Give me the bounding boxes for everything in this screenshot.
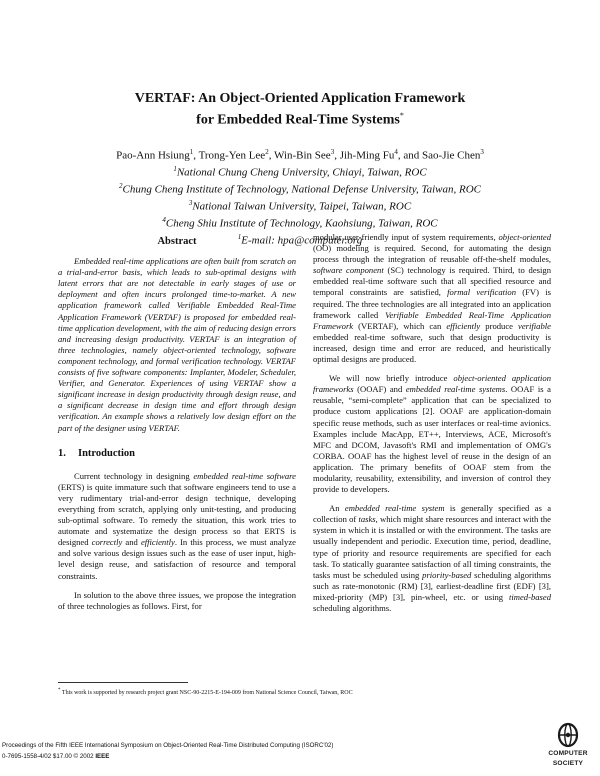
emphasis-run: embedded real-time systems (405, 384, 506, 395)
right-paragraph-2 (313, 373, 551, 495)
author-5-sup: 3 (480, 148, 484, 156)
author-names: Pao-Ann Hsiung$^1$, Trong-Yen Lee$^2$, Win-Bin See$^3$, Jih-Ming Fu$^4$, and Sao-Jie Chen$^3$ (116, 148, 484, 162)
emphasis-run: priority-based (422, 569, 472, 580)
affiliation-2-text: Chung Cheng Institute of Technology, National Defense University, Taiwan, ROC (122, 183, 481, 196)
author-3: Win-Bin See (274, 149, 331, 162)
author-4-sup: 4 (394, 148, 398, 156)
author-1: Pao-Ann Hsiung (116, 149, 190, 162)
proceedings-isbn: 0-7695-1558-4/02 $17.00 © 2002 (2, 753, 96, 760)
emphasis-run: correctly (91, 537, 123, 548)
title-line-2 (0, 107, 600, 129)
affiliation-1-sup: 1 (173, 165, 177, 174)
left-column (58, 233, 296, 612)
emphasis-run: object-oriented (498, 232, 551, 242)
emphasis-run: Verifiable Embedded Real-Time Application Framework (313, 309, 551, 331)
emphasis-run: object-oriented application frameworks (313, 373, 551, 395)
intro-paragraph-2: In solution to the above three issues, we propose the integration of three technologies as follows. First, for (58, 589, 296, 611)
section-heading-introduction (58, 448, 296, 459)
text-run: . In this process, we must analyze and solve various design issues such as the ease of user input, high-level design reuse, and satisfaction of resource and temporal constraints. (58, 537, 296, 581)
text-run: (FV) is required. The three technologies are all integrated into an application framework called (313, 287, 551, 320)
emphasis-run: efficiently (446, 320, 481, 331)
emphasis-run: timed-based (508, 591, 551, 602)
right-column (313, 232, 551, 614)
text-run: We will now briefly introduce (329, 373, 454, 384)
author-1-sup: 1 (189, 148, 194, 156)
emphasis-run: tasks (358, 514, 376, 525)
text-run: (VERTAF), which can (353, 320, 447, 331)
affiliation-3-sup: 3 (188, 199, 193, 208)
affiliation-4-sup: 4 (162, 216, 166, 225)
text-run: and (122, 537, 141, 548)
text-run: (OOAF) and (353, 384, 406, 395)
text-run: scheduling algorithms. (313, 603, 392, 613)
affiliation-4-text: Cheng Shiu Institute of Technology, Kaohsiung, Taiwan, ROC (165, 217, 438, 230)
footnote-mark: * (58, 688, 61, 693)
section-number: 1. (58, 447, 66, 459)
emphasis-run: embedded real-time software (193, 470, 296, 481)
abstract-text: Embedded real-time applications are often built from scratch on a trial-and-error basis, which leads to sub-optimal designs with latent errors that are not detectable in early stages of use or deployment and often incurs prolonged time-to-market. A new application framework called Verifiable Embedded Real-Time Application Framework (VERTAF) is proposed for embedded real-time application development, with the aim of reducing design errors and increasing design productivity. VERTAF is an integration of three technologies, namely object-oriented technology, software component technology, and formal verification technology. VERTAF consists of five software components: Implanter, Modeler, Scheduler, Verifier, and Generator. Experiences of using VERTAF show a significant increase in design productivity through design reuse, and a significant decrease in design time and effort through design verification. An example shows a relatively low design effort on the part of the designer using VERTAF. (58, 256, 296, 433)
logo-word-computer: COMPUTER (548, 750, 588, 757)
computer-society-emblem-icon (538, 720, 598, 750)
affiliation-2-sup: 2 (118, 182, 123, 191)
text-run: is generally specified as a collection of (313, 503, 552, 525)
proceedings-line-1: Proceedings of the Fifth IEEE International Symposium on Object-Oriented Real-Time Distributed Computing (ISORC'02) (2, 742, 334, 749)
proceedings-info (2, 740, 482, 762)
affiliation-3-text: National Taiwan University, Taipei, Taiwan, ROC (192, 200, 412, 213)
emphasis-run: formal verification (447, 287, 516, 298)
paragraph-spacer (58, 582, 296, 590)
author-2-sup: 2 (265, 148, 269, 156)
emphasis-run: software component (313, 265, 384, 276)
emphasis-run: verifiable (518, 320, 551, 331)
paper-title (0, 90, 600, 129)
text-run: scheduling algorithms such as rate-monotonic (RM) [3], earliest-deadline first (EDF) [3], mixed-priority (MP) [3], pin-wheel, etc. or using (313, 569, 551, 602)
text-run: . OOAF is a reusable, “semi-complete” application that can be specialized to produce custom applications [2]. OOAF are application-domain specific reuse methods, such as user interfaces or real-time avionics. Examples include MacApp, ET++, Interviews, ACE, Microsoft's MFC and DCOM, Javasoft's RMI and implementation of OMG's CORBA. OOAF has the highest level of reuse in the design of an application. The primary benefits of OOAF stem from the modularity, reusability, extensibility, and inversion of control they provide to developers. (313, 384, 551, 495)
right-paragraph-3 (313, 503, 551, 614)
title-footnote-mark: * (399, 111, 404, 120)
affiliation-2 (0, 180, 600, 197)
affiliation-4 (0, 214, 600, 231)
text-run: produce (480, 320, 519, 331)
paragraph-spacer (313, 495, 551, 503)
section-title: Introduction (78, 447, 135, 459)
author-4: Jih-Ming Fu (339, 149, 395, 162)
author-5: and Sao-Jie Chen (403, 149, 481, 162)
text-run: (ERTS) is quite immature such that software engineers tend to use a very rudimentary trial-and-error design technique, developing everything from scratch, applying only unit-testing, and producing sub-optimal software. To remedy the situation, this work tries to automate and systematize the design process so that ERTS is designed (58, 481, 296, 548)
title-line-2-text: for Embedded Real-Time Systems (196, 112, 400, 128)
author-2: Trong-Yen Lee (198, 149, 266, 162)
text-run: embedded real-time software, such that design productivity is increased, design time and error are reduced, and heuristically optimal designs are produced. (313, 331, 551, 365)
proceedings-line-2 (2, 751, 482, 762)
author-email-text[interactable]: E-mail: hpa@computer.org (241, 234, 363, 247)
right-paragraph-1 (313, 232, 551, 365)
footnote (58, 687, 558, 697)
proceedings-publisher: IEEE (95, 753, 110, 760)
text-run: Current technology in designing (74, 470, 194, 481)
author-3-sup: 3 (330, 148, 335, 156)
emphasis-run: embedded real-time system (344, 503, 445, 514)
text-run: An (329, 503, 345, 514)
emphasis-run: efficiently (140, 537, 175, 548)
footnote-divider (58, 682, 188, 683)
computer-society-logo (538, 720, 598, 772)
footnote-text: This work is supported by research project grant NSC-90-2215-E-194-009 from National Science Council, Taiwan, ROC (61, 690, 353, 696)
paragraph-spacer (313, 365, 551, 373)
text-run: (SC) technology is required. Third, to design embedded real-time software such that all specified resource and temporal constraints are satisfied, (313, 265, 551, 298)
affiliation-1-text: National Chung Cheng University, Chiayi, Taiwan, ROC (176, 166, 427, 179)
intro-paragraph-1 (58, 471, 296, 582)
affiliation-1 (0, 163, 600, 180)
abstract-heading: Abstract (157, 236, 197, 247)
text-run: , which might share resources and interact with the system in which it is installed or with the environment. The tasks are usually independent and periodic. Execution time, period, deadline, type of priority and resource requirements are specified for each task. To statically guarantee satisfaction of all timing constraints, the tasks must be scheduled using (313, 514, 551, 580)
logo-word-society: SOCIETY (552, 760, 584, 767)
author-email-sup: 1 (237, 233, 242, 242)
affiliation-3 (0, 197, 600, 214)
text-run: (OO) modeling is required. Second, for automating the design process through the integration of reusable off-the-shelf modules, (313, 243, 551, 265)
title-line-1: VERTAF: An Object-Oriented Application Framework (134, 91, 466, 106)
text-run: modular user-friendly input of system requirements, (313, 232, 499, 242)
